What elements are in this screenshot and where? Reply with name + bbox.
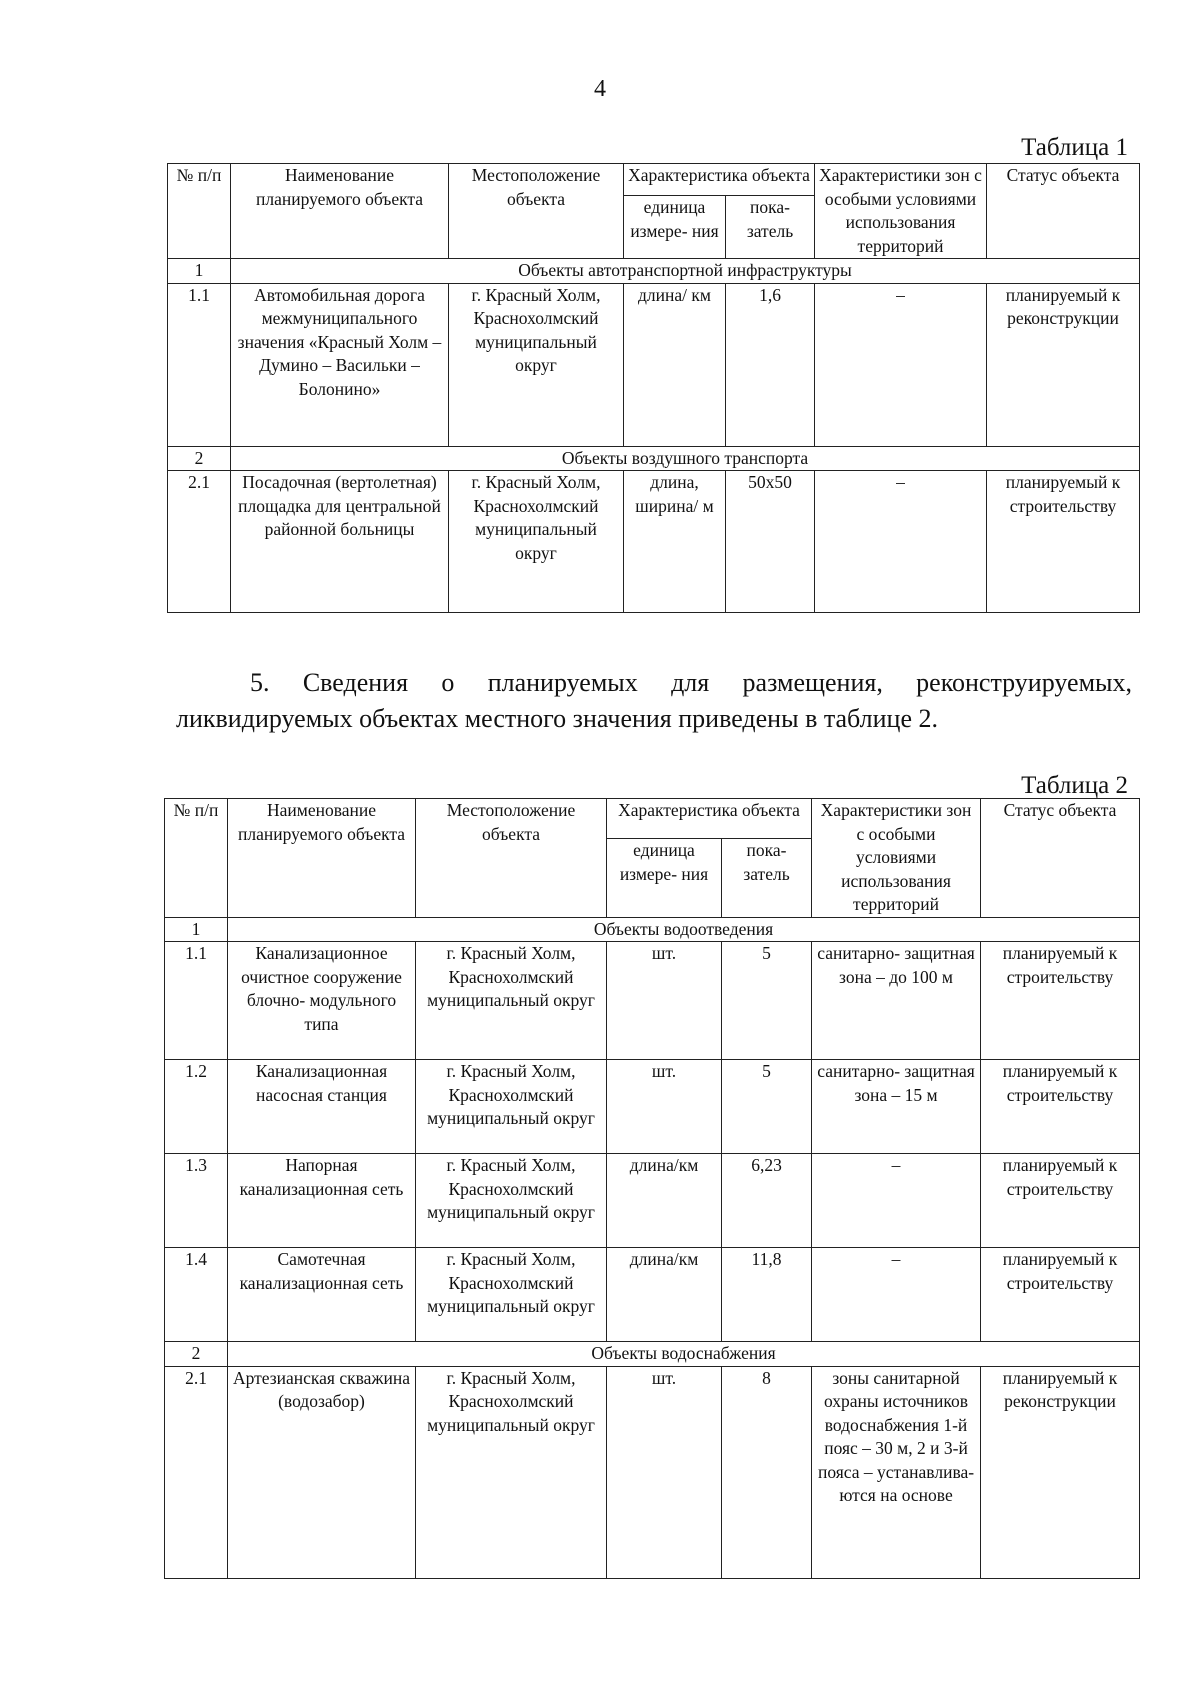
header-num: № п/п	[165, 799, 228, 918]
row-num: 2.1	[165, 1366, 228, 1578]
row-indicator: 5	[722, 942, 812, 1060]
row-name: Посадочная (вертолетная) площадка для центральной районной больницы	[231, 471, 449, 613]
section-row	[168, 446, 1140, 471]
table-1	[167, 163, 1140, 613]
row-location: г. Красный Холм, Краснохолмский муниципальный округ	[449, 471, 624, 613]
table-header-row	[165, 799, 1140, 839]
row-zones: санитарно- защитная зона – 15 м	[812, 1060, 981, 1154]
row-zones: –	[812, 1154, 981, 1248]
header-name: Наименование планируемого объекта	[228, 799, 416, 918]
table-1-caption: Таблица 1	[1021, 134, 1128, 161]
row-zones: санитарно- защитная зона – до 100 м	[812, 942, 981, 1060]
header-status: Статус объекта	[987, 164, 1140, 259]
row-unit: шт.	[607, 942, 722, 1060]
header-characteristic: Характеристика объекта	[607, 799, 812, 839]
row-status: планируемый к строительству	[981, 1248, 1140, 1342]
table-row	[168, 471, 1140, 613]
row-location: г. Красный Холм, Краснохолмский муниципальный округ	[416, 1366, 607, 1578]
row-status: планируемый к реконструкции	[981, 1366, 1140, 1578]
table-header-row	[168, 164, 1140, 196]
header-zones: Характеристики зон с особыми условиями использования территорий	[815, 164, 987, 259]
section-title: Объекты воздушного транспорта	[231, 446, 1140, 471]
table-row	[165, 1248, 1140, 1342]
row-indicator: 8	[722, 1366, 812, 1578]
row-unit: длина/км	[607, 1154, 722, 1248]
section-num: 1	[165, 917, 228, 942]
table-row	[165, 942, 1140, 1060]
header-unit: единица измере- ния	[607, 839, 722, 917]
row-location: г. Красный Холм, Краснохолмский муниципальный округ	[416, 1154, 607, 1248]
row-name: Канализационное очистное сооружение блочно- модульного типа	[228, 942, 416, 1060]
row-zones: –	[812, 1248, 981, 1342]
row-status: планируемый к строительству	[981, 1060, 1140, 1154]
row-location: г. Красный Холм, Краснохолмский муниципальный округ	[416, 942, 607, 1060]
row-num: 1.1	[165, 942, 228, 1060]
section-num: 2	[168, 446, 231, 471]
row-name: Артезианская скважина (водозабор)	[228, 1366, 416, 1578]
row-indicator: 5	[722, 1060, 812, 1154]
row-location: г. Красный Холм, Краснохолмский муниципальный округ	[449, 283, 624, 446]
row-zones: зоны санитарной охраны источников водоснабжения 1-й пояс – 30 м, 2 и 3-й пояса – устанавлива- ются на основе	[812, 1366, 981, 1578]
row-zones: –	[815, 283, 987, 446]
header-status: Статус объекта	[981, 799, 1140, 918]
row-zones: –	[815, 471, 987, 613]
row-num: 1.2	[165, 1060, 228, 1154]
row-name: Канализационная насосная станция	[228, 1060, 416, 1154]
row-status: планируемый к строительству	[987, 471, 1140, 613]
row-location: г. Красный Холм, Краснохолмский муниципальный округ	[416, 1060, 607, 1154]
section-num: 1	[168, 259, 231, 284]
header-zones: Характеристики зон с особыми условиями использования территорий	[812, 799, 981, 918]
row-num: 1.4	[165, 1248, 228, 1342]
header-indicator: пока- затель	[726, 196, 815, 259]
page-number: 4	[594, 76, 606, 102]
paragraph-5: 5. Сведения о планируемых для размещения, реконструируемых, ликвидируемых объектах местного значения приведены в таблице 2.	[176, 668, 1132, 733]
row-status: планируемый к строительству	[981, 942, 1140, 1060]
table-row	[165, 1060, 1140, 1154]
section-row	[168, 259, 1140, 284]
row-location: г. Красный Холм, Краснохолмский муниципальный округ	[416, 1248, 607, 1342]
header-name: Наименование планируемого объекта	[231, 164, 449, 259]
row-unit: длина/км	[607, 1248, 722, 1342]
table-row	[165, 1154, 1140, 1248]
row-unit: длина, ширина/ м	[624, 471, 726, 613]
row-num: 1.1	[168, 283, 231, 446]
section-row	[165, 917, 1140, 942]
row-num: 2.1	[168, 471, 231, 613]
row-unit: шт.	[607, 1060, 722, 1154]
section-row	[165, 1342, 1140, 1367]
row-unit: длина/ км	[624, 283, 726, 446]
section-num: 2	[165, 1342, 228, 1367]
header-location: Местоположение объекта	[449, 164, 624, 259]
header-indicator: пока- затель	[722, 839, 812, 917]
row-status: планируемый к строительству	[981, 1154, 1140, 1248]
table-row	[168, 283, 1140, 446]
header-unit: единица измере- ния	[624, 196, 726, 259]
table-row	[165, 1366, 1140, 1578]
header-characteristic: Характеристика объекта	[624, 164, 815, 196]
row-status: планируемый к реконструкции	[987, 283, 1140, 446]
row-indicator: 50х50	[726, 471, 815, 613]
table-2-caption: Таблица 2	[1021, 772, 1128, 799]
section-title: Объекты автотранспортной инфраструктуры	[231, 259, 1140, 284]
row-unit: шт.	[607, 1366, 722, 1578]
row-name: Автомобильная дорога межмуниципального значения «Красный Холм – Думино – Васильки – Болонино»	[231, 283, 449, 446]
header-location: Местоположение объекта	[416, 799, 607, 918]
row-indicator: 1,6	[726, 283, 815, 446]
header-num: № п/п	[168, 164, 231, 259]
row-indicator: 6,23	[722, 1154, 812, 1248]
section-title: Объекты водоотведения	[228, 917, 1140, 942]
row-name: Напорная канализационная сеть	[228, 1154, 416, 1248]
section-title: Объекты водоснабжения	[228, 1342, 1140, 1367]
row-indicator: 11,8	[722, 1248, 812, 1342]
row-name: Самотечная канализационная сеть	[228, 1248, 416, 1342]
table-2	[164, 798, 1140, 1579]
row-num: 1.3	[165, 1154, 228, 1248]
